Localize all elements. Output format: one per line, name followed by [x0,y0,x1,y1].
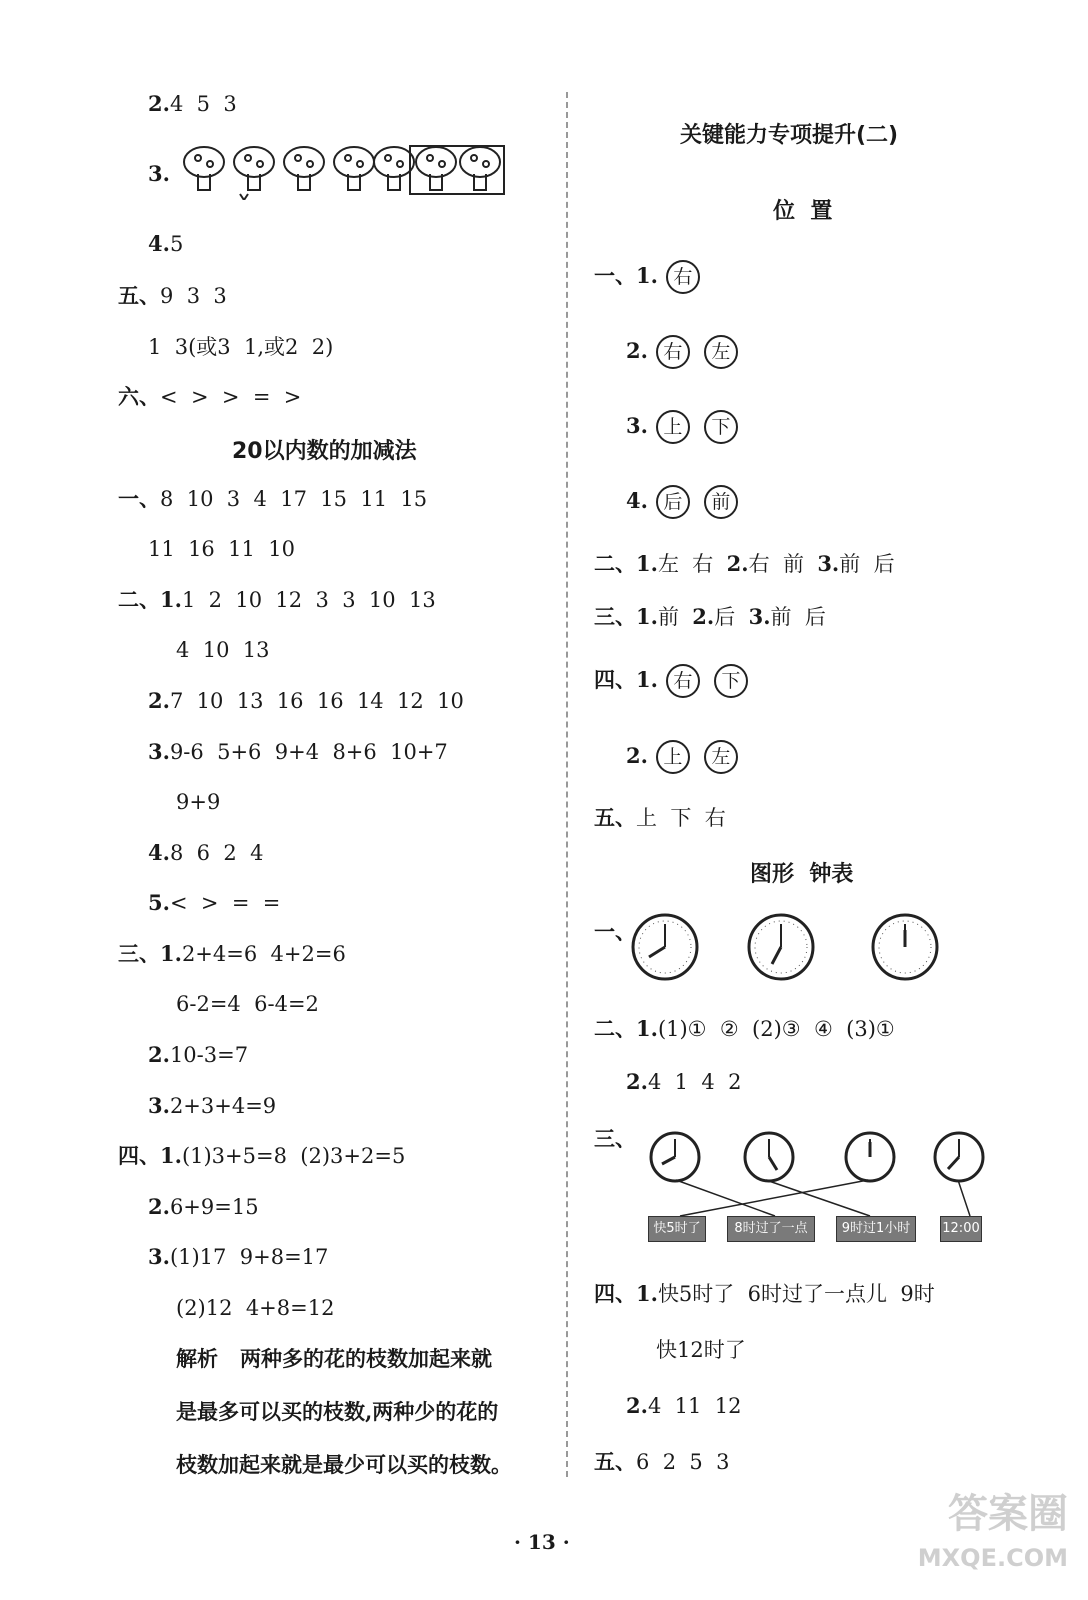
answer-line: 四、1.快5时了 6时过了一点儿 9时 [594,1281,935,1306]
answer-line: 二、1.(1)① ② (2)③ ④ (3)① [594,1016,895,1041]
circled-answer: 上 [656,410,690,444]
answer-line: 1 3(或3 1,或2 2) [148,335,334,359]
answer-line: 4 10 13 [176,638,270,662]
answer-line: 2.4 5 3 [148,91,237,116]
circled-answer: 下 [714,664,748,698]
circled-answer: 左 [704,740,738,774]
time-tag: 9时过1小时 [836,1216,916,1242]
circled-answer: 上 [656,740,690,774]
answer-line: 一、1. 右 [594,260,714,294]
answer-line: 11 16 11 10 [148,537,295,561]
answer-line: 3.(1)17 9+8=17 [148,1244,329,1269]
analysis-line: 枝数加起来就是最少可以买的枝数。 [176,1452,512,1477]
column-divider [566,92,568,1477]
circled-answer: 左 [704,335,738,369]
answer-line: 一、 [594,919,636,944]
answer-line: 3.9-6 5+6 9+4 8+6 10+7 [148,739,448,764]
answer-line: 3.2+3+4=9 [148,1093,277,1118]
answer-line: 五、6 2 5 3 [594,1449,730,1474]
answer-line: 五、上 下 右 [594,805,726,830]
answer-line: 六、< > > = > [118,384,302,409]
circled-answer: 右 [666,664,700,698]
answer-line: 四、1. 右 下 [594,664,762,698]
analysis-line: 是最多可以买的枝数,两种少的花的 [176,1399,499,1424]
answer-line: 2. 上 左 [626,740,752,774]
answer-line: (2)12 4+8=12 [176,1296,335,1320]
clock-icon [630,912,700,982]
time-tag: 8时过了一点儿 [727,1216,815,1242]
answer-line: 四、1.(1)3+5=8 (2)3+2=5 [118,1143,406,1168]
answer-line: 2.6+9=15 [148,1194,259,1219]
section-heading: 位 置 [773,199,833,224]
answer-line: 4.8 6 2 4 [148,840,264,865]
answer-line: 三、1.2+4=6 4+2=6 [118,941,346,966]
answer-line: 2.4 1 4 2 [626,1069,742,1094]
answer-line: 4.5 [148,231,184,256]
page-number: · 13 · [514,1530,570,1554]
answer-line: 2.4 11 12 [626,1393,742,1418]
answer-line: 二、1.左 右 2.右 前 3.前 后 [594,551,895,576]
answer-line: 2.7 10 13 16 16 14 12 10 [148,688,464,713]
answer-line: 五、9 3 3 [118,283,227,308]
answer-line: 5.< > = = [148,890,281,915]
answer-line: 三、1.前 2.后 3.前 后 [594,604,826,629]
page-section-title: 关键能力专项提升(二) [680,123,899,148]
answer-line: 一、8 10 3 4 17 15 11 15 [118,486,428,511]
circled-answer: 后 [656,485,690,519]
answer-line: 6-2=4 6-4=2 [176,992,319,1016]
circled-answer: 前 [704,485,738,519]
watermark: 答案圈 MXQE.COM [917,1491,1068,1572]
section-heading: 20以内数的加减法 [232,439,417,464]
answer-line: 快12时了 [656,1338,746,1362]
answer-line: 二、1.1 2 10 12 3 3 10 13 [118,587,436,612]
time-tag: 快5时了 [648,1216,706,1242]
answer-line: 2.10-3=7 [148,1042,249,1067]
answer-line: 3. [148,161,170,186]
answer-line: 9+9 [176,790,221,814]
answer-line: 3. 上 下 [626,410,752,444]
clock-icon [746,912,816,982]
matching-lines [640,1176,990,1220]
clock-icon [870,912,940,982]
circled-answer: 下 [704,410,738,444]
time-tag: 12:00 [940,1216,982,1242]
circled-answer: 右 [666,260,700,294]
section-heading: 图形 钟表 [750,862,854,887]
circled-answer: 右 [656,335,690,369]
analysis-line: 解析 两种多的花的枝数加起来就 [176,1346,492,1371]
answer-line: 4. 后 前 [626,485,752,519]
answer-line: 2. 右 左 [626,335,752,369]
answer-line: 三、 [594,1126,636,1151]
trees-illustration [182,144,508,200]
